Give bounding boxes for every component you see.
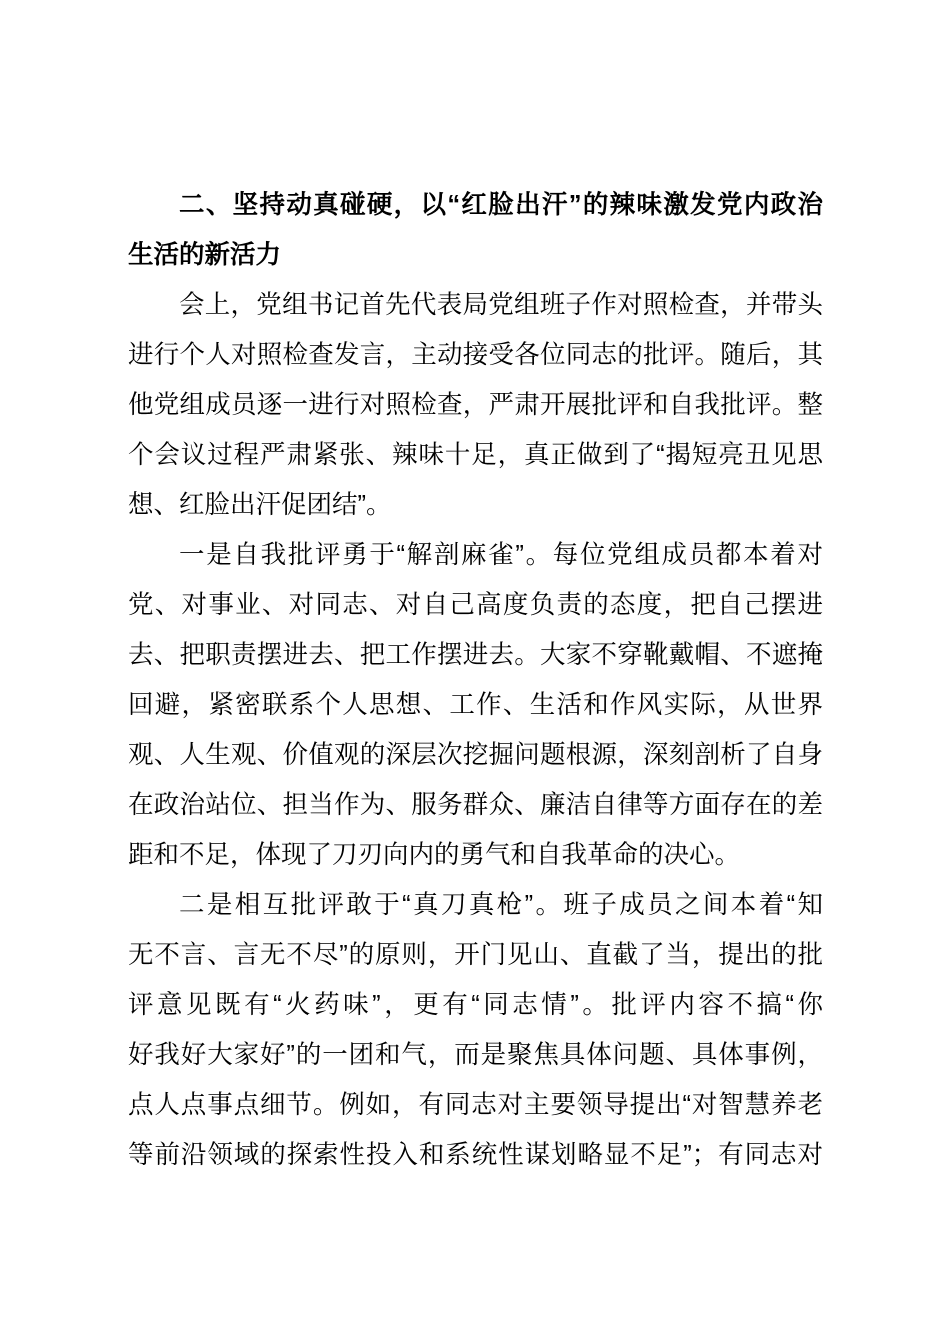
paragraph-line: 好我好大家好”的一团和气，而是聚焦具体问题、具体事例， (128, 1041, 823, 1069)
paragraph-line: 他党组成员逐一进行对照检查，严肃开展批评和自我批评。整 (128, 391, 823, 419)
paragraph-line: 在政治站位、担当作为、服务群众、廉洁自律等方面存在的差 (128, 791, 823, 819)
paragraph-line: 观、人生观、价值观的深层次挖掘问题根源，深刻剖析了自身 (128, 741, 823, 769)
paragraph-line: 想、红脸出汗促团结”。 (128, 491, 392, 519)
paragraph-line: 点人点事点细节。例如，有同志对主要领导提出“对智慧养老 (128, 1091, 823, 1119)
paragraph-line: 无不言、言无不尽”的原则，开门见山、直截了当，提出的批 (128, 941, 823, 969)
paragraph-line: 去、把职责摆进去、把工作摆进去。大家不穿靴戴帽、不遮掩 (128, 641, 823, 669)
paragraph-line: 等前沿领域的探索性投入和系统性谋划略显不足”；有同志对 (128, 1141, 823, 1169)
paragraph-line: 一是自我批评勇于“解剖麻雀”。每位党组成员都本着对 (179, 541, 823, 569)
document-text-block (128, 180, 823, 1180)
paragraph-line: 个会议过程严肃紧张、辣味十足，真正做到了“揭短亮丑见思 (128, 441, 823, 469)
paragraph-line: 评意见既有“火药味”，更有“同志情”。批评内容不搞“你 (128, 991, 823, 1019)
paragraph-line: 会上，党组书记首先代表局党组班子作对照检查，并带头 (179, 291, 823, 319)
paragraph-line: 二是相互批评敢于“真刀真枪”。班子成员之间本着“知 (179, 891, 823, 919)
paragraph-line: 党、对事业、对同志、对自己高度负责的态度，把自己摆进 (128, 591, 823, 619)
heading-line: 二、坚持动真碰硬，以“红脸出汗”的辣味激发党内政治 (179, 191, 823, 219)
paragraph-line: 回避，紧密联系个人思想、工作、生活和作风实际，从世界 (128, 691, 823, 719)
paragraph-line: 进行个人对照检查发言，主动接受各位同志的批评。随后，其 (128, 341, 823, 369)
heading-line: 生活的新活力 (128, 241, 282, 269)
paragraph-line: 距和不足，体现了刀刃向内的勇气和自我革命的决心。 (128, 841, 741, 869)
